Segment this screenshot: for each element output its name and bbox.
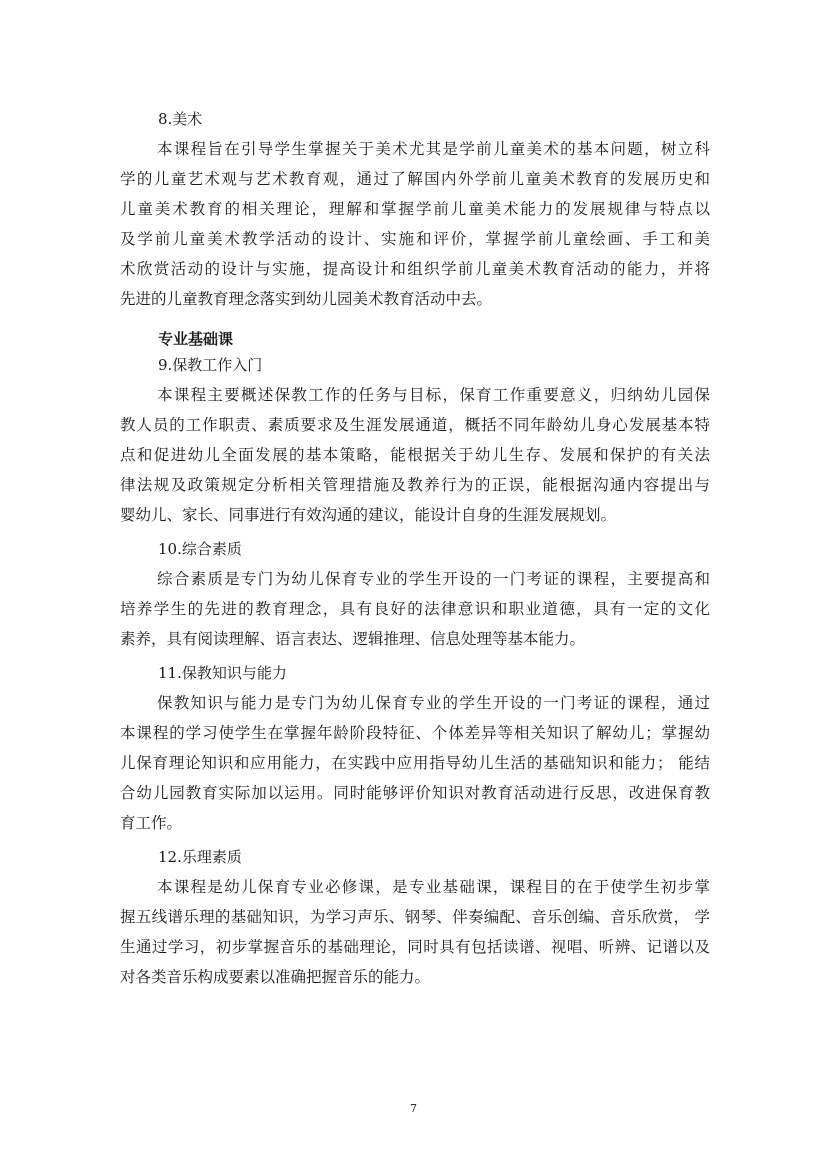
paragraph-line: 婴幼儿、家长、同事进行有效沟通的建议，能设计自身的生涯发展规划。 <box>120 506 617 524</box>
paragraph-line: 培养学生的先进的教育理念，具有良好的法律意识和职业道德，具有一定的文化 <box>120 600 710 618</box>
course-heading: 10.综合素质 <box>158 540 242 558</box>
course-description <box>120 380 710 530</box>
paragraph-line: 本课程旨在引导学生掌握关于美术尤其是学前儿童美术的基本问题，树立科 <box>157 140 710 158</box>
paragraph-line: 育工作。 <box>120 814 183 832</box>
course-description <box>120 872 710 992</box>
paragraph-line: 律法规及政策规定分析相关管理措施及教养行为的正误，能根据沟通内容提出与 <box>120 476 710 494</box>
paragraph-line: 综合素质是专门为幼儿保育专业的学生开设的一门考证的课程，主要提高和 <box>157 570 710 588</box>
course-heading: 11.保教知识与能力 <box>158 664 287 682</box>
section-title: 专业基础课 <box>158 330 234 348</box>
course-description <box>120 564 710 654</box>
paragraph-line: 先进的儿童教育理念落实到幼儿园美术教育活动中去。 <box>120 290 493 308</box>
paragraph-line: 术欣赏活动的设计与实施，提高设计和组织学前儿童美术教育活动的能力，并将 <box>120 260 710 278</box>
course-description <box>120 134 710 314</box>
paragraph-line: 对各类音乐构成要素以准确把握音乐的能力。 <box>120 968 431 986</box>
paragraph-line: 本课程的学习使学生在掌握年龄阶段特征、个体差异等相关知识了解幼儿；掌握幼 <box>120 724 710 742</box>
paragraph-line: 教人员的工作职责、素质要求及生涯发展通道，概括不同年龄幼儿身心发展基本特 <box>120 416 710 434</box>
paragraph-line: 素养，具有阅读理解、语言表达、逻辑推理、信息处理等基本能力。 <box>120 630 586 648</box>
course-heading: 9.保教工作入门 <box>158 356 263 374</box>
paragraph-line: 儿童美术教育的相关理论，理解和掌握学前儿童美术能力的发展规律与特点以 <box>120 200 710 218</box>
paragraph-line: 本课程主要概述保教工作的任务与目标，保育工作重要意义，归纳幼儿园保 <box>157 386 710 404</box>
paragraph-line: 学的儿童艺术观与艺术教育观，通过了解国内外学前儿童美术教育的发展历史和 <box>120 170 710 188</box>
course-description <box>120 688 710 838</box>
paragraph-line: 合幼儿园教育实际加以运用。同时能够评价知识对教育活动进行反思，改进保育教 <box>120 784 710 802</box>
paragraph-line: 本课程是幼儿保育专业必修课，是专业基础课，课程目的在于使学生初步掌 <box>157 878 710 896</box>
page-number: 7 <box>410 1102 417 1115</box>
paragraph-line: 儿保育理论知识和应用能力，在实践中应用指导幼儿生活的基础知识和能力； 能结 <box>120 754 710 772</box>
paragraph-line: 握五线谱乐理的基础知识，为学习声乐、钢琴、伴奏编配、音乐创编、音乐欣赏， 学 <box>120 908 710 926</box>
course-heading: 12.乐理素质 <box>158 848 242 866</box>
paragraph-line: 保教知识与能力是专门为幼儿保育专业的学生开设的一门考证的课程，通过 <box>157 694 710 712</box>
page-content <box>120 104 710 992</box>
course-heading: 8.美术 <box>158 110 203 128</box>
paragraph-line: 及学前儿童美术教学活动的设计、实施和评价，掌握学前儿童绘画、手工和美 <box>120 230 710 248</box>
paragraph-line: 生通过学习，初步掌握音乐的基础理论，同时具有包括读谱、视唱、听辨、记谱以及 <box>120 938 710 956</box>
paragraph-line: 点和促进幼儿全面发展的基本策略，能根据关于幼儿生存、发展和保护的有关法 <box>120 446 710 464</box>
